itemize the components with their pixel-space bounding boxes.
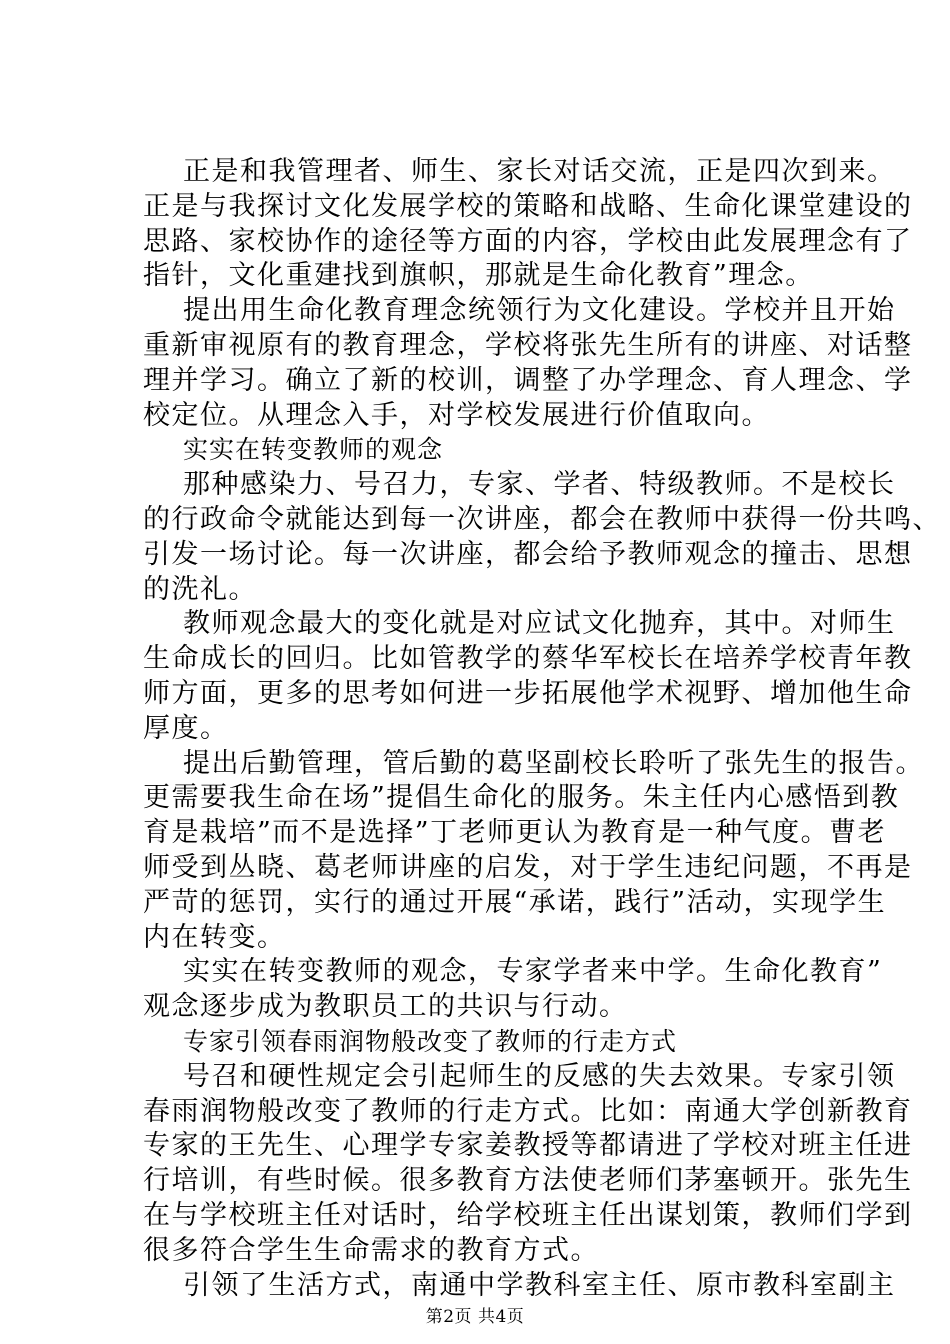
document-body (143, 155, 941, 1303)
text-line: 更需要我生命在场”提倡生命化的服务。朱主任内心感悟到教 (143, 782, 900, 814)
section-heading: 实实在转变教师的观念 (183, 435, 444, 465)
text-line: 指针，文化重建找到旗帜，那就是生命化教育”理念。 (143, 260, 814, 292)
text-line: 严苛的惩罚，实行的通过开展“承诺，践行”活动，实现学生 (143, 886, 887, 918)
text-line: 号召和硬性规定会引起师生的反感的失去效果。专家引领 (183, 1060, 896, 1092)
text-line: 厚度。 (143, 712, 229, 744)
text-line: 育是栽培”而不是选择”丁老师更认为教育是一种气度。曹老 (143, 817, 887, 849)
text-line: 行培训，有些时候。很多教育方法使老师们茅塞顿开。张先生 (143, 1165, 913, 1197)
text-line: 引领了生活方式，南通中学教科室主任、原市教科室副主 (183, 1269, 896, 1301)
text-line: 思路、家校协作的途径等方面的内容，学校由此发展理念有了 (143, 225, 913, 257)
text-line: 很多符合学生生命需求的教育方式。 (143, 1234, 599, 1266)
text-line: 的行政命令就能达到每一次讲座，都会在教师中获得一份共鸣、 (143, 503, 941, 535)
text-line: 的洗礼。 (143, 573, 257, 605)
text-line: 内在转变。 (143, 921, 286, 953)
text-line: 重新审视原有的教育理念，学校将张先生所有的讲座、对话整 (143, 329, 913, 361)
text-line: 师受到丛晓、葛老师讲座的启发，对于学生违纪问题，不再是 (143, 851, 913, 883)
text-line: 专家的王先生、心理学专家姜教授等都请进了学校对班主任进 (143, 1130, 913, 1162)
text-line: 生命成长的回归。比如管教学的蔡华军校长在培养学校青年教 (143, 643, 913, 675)
text-line: 师方面，更多的思考如何进一步拓展他学术视野、增加他生命 (143, 677, 913, 709)
text-line: 在与学校班主任对话时，给学校班主任出谋划策，教师们学到 (143, 1199, 913, 1231)
section-heading: 专家引领春雨润物般改变了教师的行走方式 (183, 1026, 678, 1056)
text-line: 教师观念最大的变化就是对应试文化抛弃，其中。对师生 (183, 608, 896, 640)
text-line: 观念逐步成为教职员工的共识与行动。 (143, 991, 628, 1023)
text-line: 提出后勤管理，管后勤的葛坚副校长聆听了张先生的报告。 (183, 747, 924, 779)
page-footer: 第2页 共4页 (425, 1307, 525, 1327)
text-line: 正是和我管理者、师生、家长对话交流，正是四次到来。 (183, 156, 896, 187)
text-line: 理并学习。确立了新的校训，调整了办学理念、育人理念、学 (143, 364, 913, 396)
text-line: 引发一场讨论。每一次讲座，都会给予教师观念的撞击、思想 (143, 538, 913, 570)
text-line: 实实在转变教师的观念，专家学者来中学。生命化教育” (183, 956, 883, 988)
text-line: 那种感染力、号召力，专家、学者、特级教师。不是校长 (183, 469, 896, 501)
text-line: 正是与我探讨文化发展学校的策略和战略、生命化课堂建设的 (143, 190, 913, 222)
text-line: 提出用生命化教育理念统领行为文化建设。学校并且开始 (183, 295, 896, 327)
text-line: 春雨润物般改变了教师的行走方式。比如：南通大学创新教育 (143, 1095, 913, 1127)
text-line: 校定位。从理念入手，对学校发展进行价值取向。 (143, 399, 770, 431)
